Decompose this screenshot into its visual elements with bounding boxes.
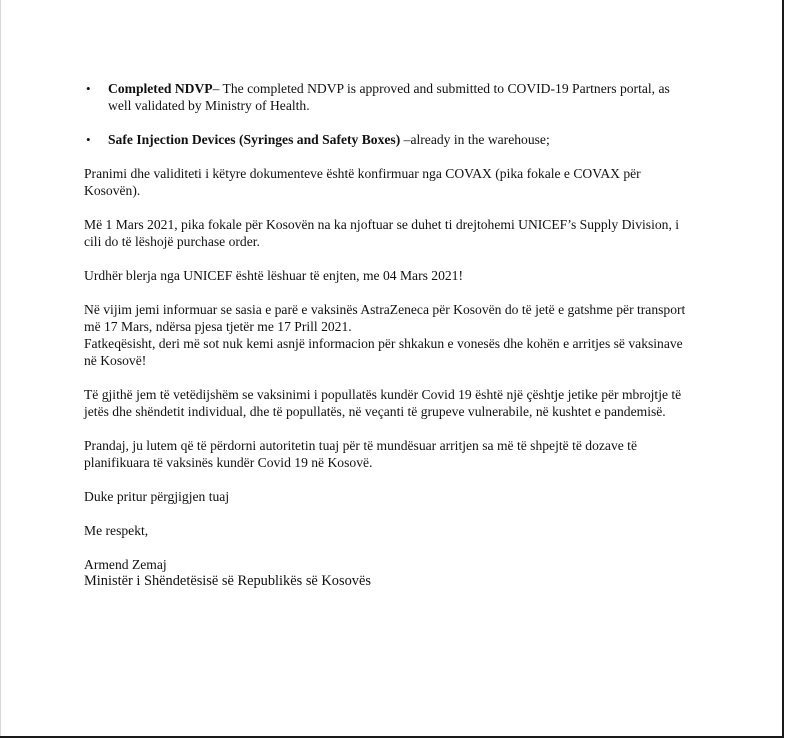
paragraph-closing: Me respekt, (84, 523, 149, 538)
paragraph-delay-info: Fatkeqësisht, deri më sot nuk kemi asnjë informacion për shkakun e vonesës dhe kohën e arritjes së vaksinave në Kosovë! (84, 336, 683, 368)
bullet-text: – The completed NDVP is approved and submitted to COVID-19 Partners portal, as well validated by Ministry of Health. (108, 81, 670, 113)
paragraph-vaccination-importance: Të gjithë jem të vetëdijshëm se vaksinimi i popullatës kundër Covid 19 është një çështje jetike për mbrojtje të jetës dhe shëndetit individual, dhe të popullatës, në veçanti të grupeve vulnerabile, në kushtet e pandemisë. (84, 387, 682, 419)
paragraph-covax-confirmation: Pranimi dhe validiteti i këtyre dokumenteve është konfirmuar nga COVAX (pika fokale e COVAX për Kosovën). (84, 166, 641, 198)
bullet-item-ndvp (84, 80, 694, 114)
bullet-item-safe-injection (84, 131, 694, 148)
bullet-bold-label: Completed NDVP (108, 81, 213, 96)
letter-body (84, 80, 694, 590)
signature-name: Armend Zemaj (84, 557, 167, 572)
bullet-text: –already in the warehouse; (400, 132, 550, 147)
paragraph-unicef-supply: Më 1 Mars 2021, pika fokale për Kosovën na ka njoftuar se duhet ti drejtohemi UNICEF’s Supply Division, i cili do të lëshojë purchase order. (84, 217, 680, 249)
paragraph-awaiting-reply: Duke pritur përgjigjen tuaj (84, 489, 230, 504)
page-edge-right (782, 0, 784, 738)
paragraph-request: Prandaj, ju lutem që të përdorni autoritetin tuaj për të mundësuar arritjen sa më të shpejtë të dozave të planifikuara të vaksinës kundër Covid 19 në Kosovë. (84, 438, 637, 470)
bullet-list (84, 80, 694, 148)
bullet-bold-label: Safe Injection Devices (Syringes and Safety Boxes) (108, 132, 401, 147)
page-edge-left (0, 0, 1, 738)
paragraph-astrazeneca-schedule: Në vijim jemi informuar se sasia e parë e vaksinës AstraZeneca për Kosovën do të jetë e gatshme për transport më 17 Mars, ndërsa pjesa tjetër me 17 Prill 2021. (84, 302, 686, 334)
paragraph-purchase-order: Urdhër blerja nga UNICEF është lëshuar të enjten, me 04 Mars 2021! (84, 268, 464, 283)
bullet-dot-icon: • (86, 81, 91, 96)
signature-title: Ministër i Shëndetësisë së Republikës së Kosovës (84, 573, 371, 589)
bullet-dot-icon: • (86, 132, 91, 147)
paragraph-group-delivery (84, 301, 694, 369)
